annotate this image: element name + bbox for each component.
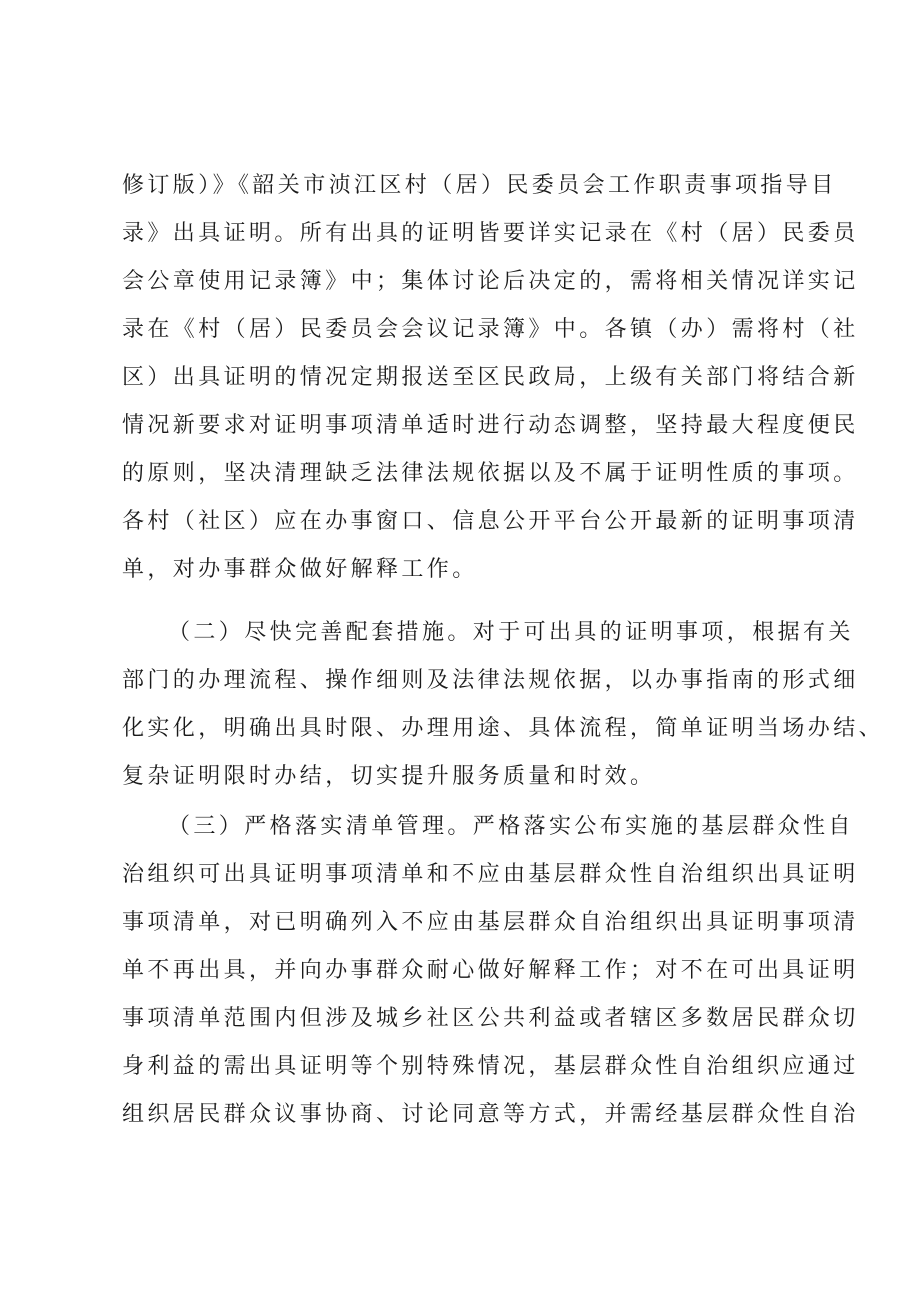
text-line: 复杂证明限时办结，切实提升服务质量和时效。 (122, 764, 656, 789)
paragraph-heading-line: （二）尽快完善配套措施。对于可出具的证明事项，根据有关 (168, 620, 854, 645)
paragraph-heading-line: （三）严格落实清单管理。严格落实公布实施的基层群众性自 (168, 814, 854, 839)
text-line: 区）出具证明的情况定期报送至区民政局，上级有关部门将结合新 (122, 365, 859, 390)
text-line: 部门的办理流程、操作细则及法律法规依据，以办事指南的形式细 (122, 668, 859, 693)
text-line: 情况新要求对证明事项清单适时进行动态调整，坚持最大程度便民 (122, 413, 859, 438)
text-line: 录》出具证明。所有出具的证明皆要详实记录在《村（居）民委员 (122, 221, 859, 246)
text-line: 治组织可出具证明事项清单和不应由基层群众性自治组织出具证明 (122, 862, 859, 887)
text-line: 单，对办事群众做好解释工作。 (122, 557, 478, 582)
text-line: 化实化，明确出具时限、办理用途、具体流程，简单证明当场办结、 (122, 716, 885, 741)
text-line: 身利益的需出具证明等个别特殊情况，基层群众性自治组织应通过 (122, 1054, 859, 1079)
text-line: 组织居民群众议事协商、讨论同意等方式，并需经基层群众性自治 (122, 1102, 859, 1127)
text-line: 的原则，坚决清理缺乏法律法规依据以及不属于证明性质的事项。 (122, 461, 859, 486)
text-line: 单不再出具，并向办事群众耐心做好解释工作；对不在可出具证明 (122, 958, 859, 983)
text-line: 事项清单，对已明确列入不应由基层群众自治组织出具证明事项清 (122, 910, 859, 935)
text-line: 修订版）》《韶关市浈江区村（居）民委员会工作职责事项指导目 (122, 173, 837, 198)
text-line: 会公章使用记录簿》中；集体讨论后决定的，需将相关情况详实记 (122, 269, 859, 294)
text-line: 录在《村（居）民委员会会议记录簿》中。各镇（办）需将村（社 (122, 317, 859, 342)
text-line: 各村（社区）应在办事窗口、信息公开平台公开最新的证明事项清 (122, 509, 859, 534)
text-line: 事项清单范围内但涉及城乡社区公共利益或者辖区多数居民群众切 (122, 1006, 859, 1031)
